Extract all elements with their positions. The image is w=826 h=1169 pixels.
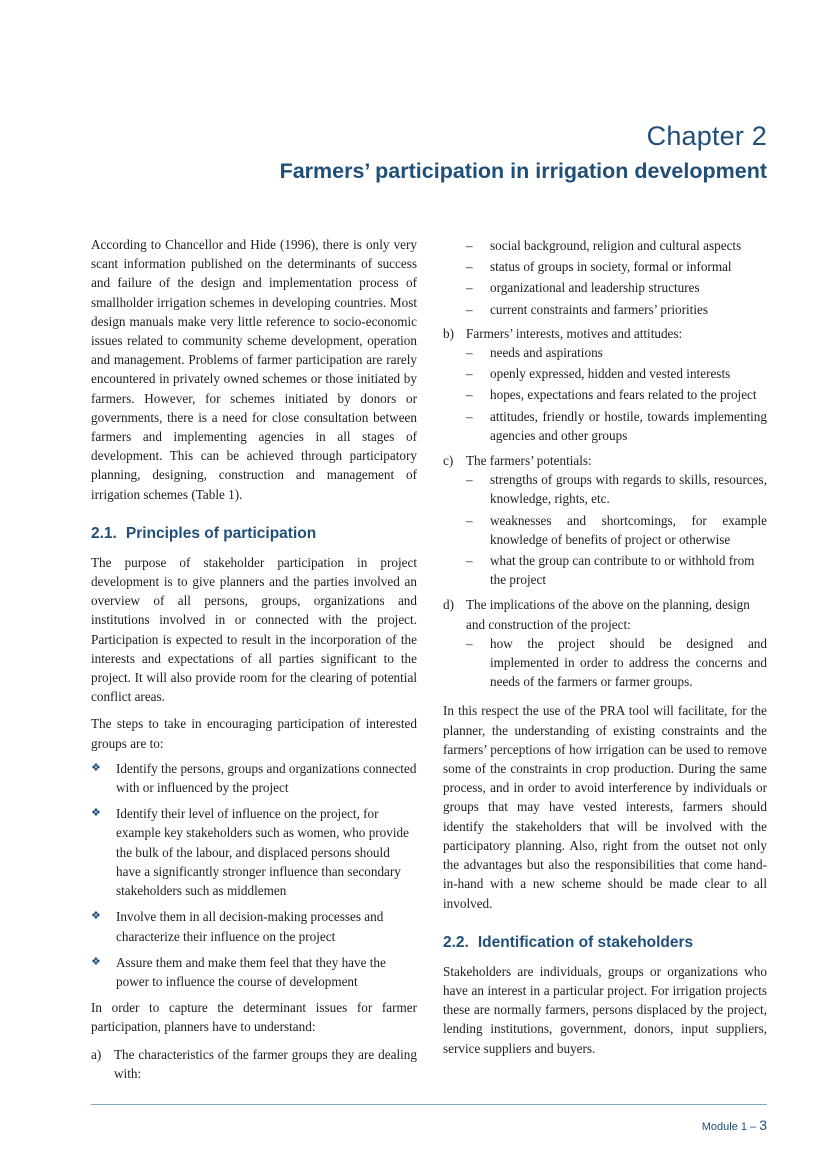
intro-paragraph: According to Chancellor and Hide (1996), there is only very scant information published on the determinants of success and failure of the design and implementation process of smallholder irrigation schemes in developing countries. Most design manuals make very little reference to socio-economic issues related to community scheme development, operation and management. Problems of farmer participation are rarely encountered in privately owned schemes or those initiated by farmers. However, for schemes initiated by donors or governments, there is a need for close consultation between farmers and implementing agencies in all stages of development. This can be achieved through participatory planning, designing, construction and management of irrigation schemes (Table 1). [91, 237, 417, 502]
chapter-label: Chapter 2 [646, 121, 767, 151]
footer [702, 1117, 767, 1133]
diamond-bullet-icon: ❖ [91, 761, 101, 774]
list-item: – needs and aspirations [466, 345, 603, 361]
list-item: – status of groups in society, formal or informal [466, 259, 732, 275]
chapter-title: Farmers’ participation in irrigation development [279, 159, 767, 183]
steps-list [91, 759, 417, 991]
list-item: – weaknesses and shortcomings, for example knowledge of benefits of project or otherwise [466, 512, 767, 547]
alpha-text: The farmers’ potentials: [466, 453, 592, 469]
alpha-label: b) [443, 325, 454, 341]
list-item: – attitudes, friendly or hostile, towards implementing agencies and other groups [466, 408, 767, 443]
alpha-text: The implications of the above on the planning, design and construction of the project: [466, 597, 750, 632]
alpha-label: a) [91, 1046, 102, 1062]
implications-list [466, 634, 767, 692]
section-heading-principles [91, 524, 417, 544]
paragraph: The steps to take in encouraging participation of interested groups are to: [91, 716, 417, 751]
section-title: Principles of participation [125, 524, 317, 542]
potentials-list [466, 470, 767, 589]
list-item: – openly expressed, hidden and vested interests [466, 366, 731, 382]
alpha-item-c [443, 451, 767, 589]
right-column [443, 236, 767, 1066]
page-number: 3 [759, 1117, 767, 1133]
list-item: ❖ Identify their level of influence on the project, for example key stakeholders such as women, who provide the bulk of the labour, and displaced persons should have a significantly stronger influence than secondary stakeholders such as middlemen [91, 806, 409, 899]
diamond-bullet-icon: ❖ [91, 955, 101, 968]
list-item: – organizational and leadership structures [466, 280, 700, 296]
interests-list [466, 343, 767, 445]
list-item: ❖ Involve them in all decision-making processes and characterize their influence on the project [91, 909, 384, 944]
list-item: – social background, religion and cultural aspects [466, 238, 742, 253]
list-item: – how the project should be designed and implemented in order to address the concerns and needs of the farmers or farmer groups. [466, 635, 767, 690]
alpha-label: c) [443, 453, 454, 469]
footer-rule [91, 1104, 767, 1105]
section-number: 2.1. [91, 524, 117, 542]
list-item: ❖ Assure them and make them feel that they have the power to influence the course of development [91, 954, 386, 989]
alpha-item-a [91, 1045, 417, 1083]
paragraph: The purpose of stakeholder participation in project development is to give planners and the parties involved an overview of all persons, groups, organizations and institutions involved in or connected with the project. Participation is expected to result in the incorporation of the interests and expectations of all parties significant to the project. It will also provide room for the clearing of potential conflict areas. [91, 554, 417, 705]
diamond-bullet-icon: ❖ [91, 910, 101, 923]
alpha-item-b [443, 324, 767, 445]
diamond-bullet-icon: ❖ [91, 807, 101, 820]
section-title: Identification of stakeholders [477, 933, 694, 951]
list-item: – what the group can contribute to or withhold from the project [466, 553, 755, 588]
section-heading-stakeholders [443, 933, 767, 953]
alpha-text: Farmers’ interests, motives and attitudes: [466, 325, 683, 341]
alpha-text: The characteristics of the farmer groups they are dealing with: [114, 1046, 417, 1081]
paragraph: Stakeholders are individuals, groups or organizations who have an interest in a particular project. For irrigation projects these are normally farmers, persons displaced by the project, lending institutions, government, donors, input suppliers, service suppliers and buyers. [443, 963, 767, 1056]
alpha-item-d [443, 595, 767, 691]
list-item: – strengths of groups with regards to skills, resources, knowledge, rights, etc. [466, 472, 767, 507]
alpha-label: d) [443, 597, 454, 613]
characteristics-list [443, 236, 767, 319]
paragraph: In this respect the use of the PRA tool will facilitate, for the planner, the understanding of existing constraints and the farmers’ perceptions of how irrigation can be used to remove some of the constraints in crop production. During the same process, and in order to avoid interference by individuals or groups that may have vested interests, farmers should identify the stakeholders that will be involved with the participatory planning. Also, right from the outset not only the advantages but also the responsibilities that come hand-in-hand with a new scheme should be made clear to all involved. [443, 703, 767, 911]
paragraph: In order to capture the determinant issues for farmer participation, planners have to understand: [91, 1000, 417, 1035]
list-item: – current constraints and farmers’ priorities [466, 301, 708, 317]
section-number: 2.2. [443, 933, 469, 951]
list-item: ❖ Identify the persons, groups and organizations connected with or influenced by the project [91, 760, 417, 796]
left-column [91, 235, 417, 1089]
footer-module: Module 1 – [701, 1121, 757, 1133]
list-item: – hopes, expectations and fears related to the project [466, 387, 757, 403]
